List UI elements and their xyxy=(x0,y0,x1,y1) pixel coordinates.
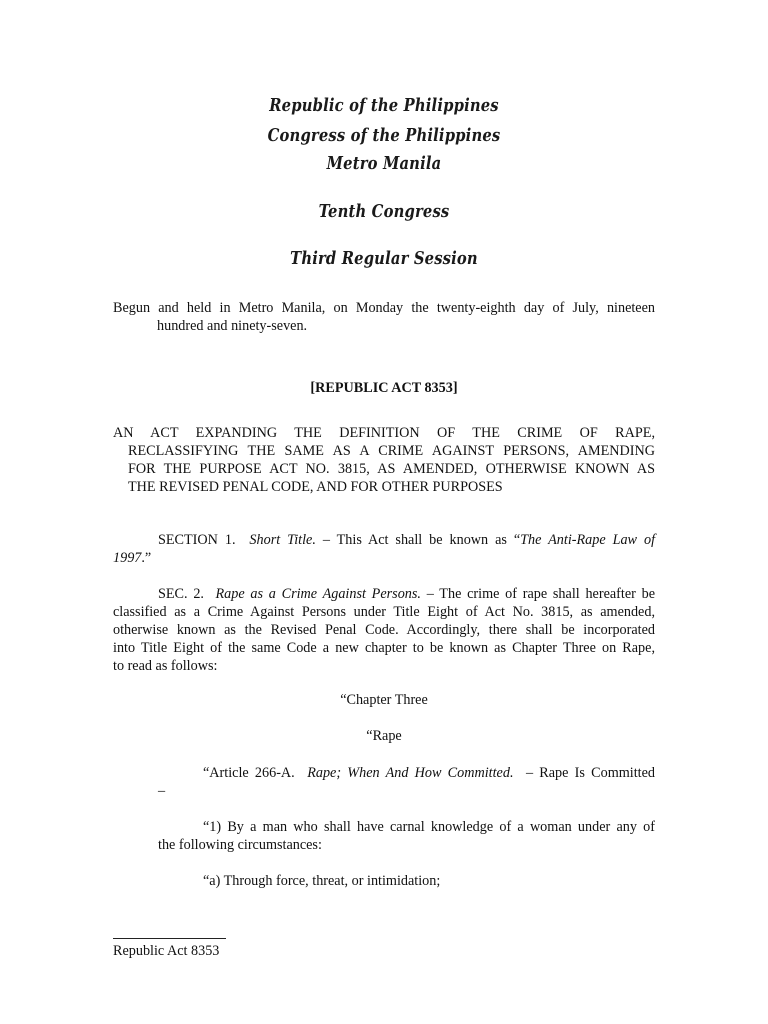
article-heading: Rape; When And How Committed. xyxy=(307,765,514,781)
section-1-title-part-2: 1997 xyxy=(113,550,142,566)
header-metro-manila: Metro Manila xyxy=(326,153,442,174)
begun-paragraph xyxy=(113,299,655,335)
section-2-label: SEC. 2. xyxy=(158,586,204,602)
item-1 xyxy=(158,818,655,854)
act-number: [REPUBLIC ACT 8353] xyxy=(310,380,458,396)
item-a: “a) Through force, threat, or intimidation; xyxy=(203,873,441,889)
footnote: Republic Act 8353 xyxy=(113,943,220,959)
article-266a xyxy=(158,764,655,800)
section-2-line-5: to read as follows: xyxy=(113,658,218,674)
act-title xyxy=(113,424,655,496)
article-line-1 xyxy=(158,764,655,782)
section-1-label: SECTION 1. xyxy=(158,532,236,548)
act-title-line-2: RECLASSIFYING THE SAME AS A CRIME AGAINST PERSONS, AMENDING xyxy=(128,443,655,459)
section-1-close: .” xyxy=(141,550,152,566)
act-title-line-4: THE REVISED PENAL CODE, AND FOR OTHER PURPOSES xyxy=(128,479,503,495)
section-1 xyxy=(113,531,655,567)
section-1-line-1 xyxy=(113,531,655,549)
section-2-line-2: classified as a Crime Against Persons under Title Eight of Act No. 3815, as amended, xyxy=(113,604,655,620)
article-text: – Rape Is Committed xyxy=(525,765,655,781)
section-2-line-3: otherwise known as the Revised Penal Code. Accordingly, there shall be incorporated xyxy=(113,622,655,638)
section-2-heading: Rape as a Crime Against Persons. xyxy=(215,586,421,602)
chapter-title: “Rape xyxy=(366,728,402,744)
section-1-title-part-1: The Anti-Rape Law of xyxy=(520,532,656,548)
section-2-line-1-text: – The crime of rape shall hereafter be xyxy=(426,586,656,602)
begun-line-2: hundred and ninety-seven. xyxy=(157,318,308,334)
header-congress: Congress of the Philippines xyxy=(267,125,501,146)
act-title-line-3: FOR THE PURPOSE ACT NO. 3815, AS AMENDED, OTHERWISE KNOWN AS xyxy=(128,461,655,477)
header-tenth-congress: Tenth Congress xyxy=(318,201,450,222)
header-republic: Republic of the Philippines xyxy=(269,95,499,116)
chapter-heading: “Chapter Three xyxy=(340,692,428,708)
section-1-line-2 xyxy=(113,550,151,566)
section-2-line-4: into Title Eight of the same Code a new chapter to be known as Chapter Three on Rape, xyxy=(113,640,655,656)
header-session: Third Regular Session xyxy=(290,248,478,269)
item-1-line-1: “1) By a man who shall have carnal knowledge of a woman under any of xyxy=(203,819,655,835)
footnote-divider xyxy=(113,938,226,939)
section-2-line-1 xyxy=(113,585,655,603)
act-title-line-1: AN ACT EXPANDING THE DEFINITION OF THE CRIME OF RAPE, xyxy=(113,425,655,441)
begun-line-1: Begun and held in Metro Manila, on Monday the twenty-eighth day of July, nineteen xyxy=(113,300,655,316)
section-2 xyxy=(113,585,655,675)
section-1-heading: Short Title. xyxy=(249,532,316,548)
article-dash: – xyxy=(158,783,166,799)
section-1-text: – This Act shall be known as “ xyxy=(322,532,521,548)
item-1-line-2: the following circumstances: xyxy=(158,837,322,853)
article-label: “Article 266-A. xyxy=(203,765,295,781)
